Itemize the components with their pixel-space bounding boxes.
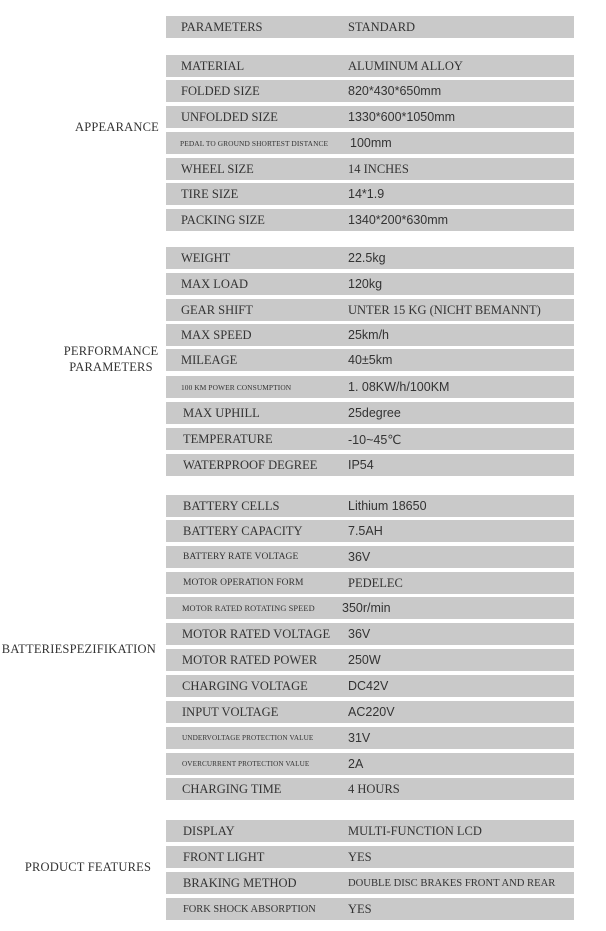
table-row	[166, 675, 574, 697]
row-key: UNFOLDED SIZE	[181, 109, 278, 124]
row-key: BATTERY CAPACITY	[183, 523, 303, 538]
table-row	[166, 846, 574, 868]
row-value: PEDELEC	[348, 575, 403, 590]
table-row	[166, 623, 574, 645]
row-key: BATTERY RATE VOLTAGE	[183, 552, 299, 562]
table-row	[166, 106, 574, 128]
section-label-text: PRODUCT FEATURES	[24, 860, 152, 874]
row-value: 14*1.9	[348, 187, 385, 201]
row-value: 250W	[348, 653, 381, 667]
table-row	[166, 597, 574, 619]
row-key: CHARGING VOLTAGE	[182, 678, 308, 693]
table-row	[166, 820, 574, 842]
table-row	[166, 572, 574, 594]
row-value: 1330*600*1050mm	[348, 110, 456, 124]
row-key: MOTOR RATED ROTATING SPEED	[182, 603, 315, 613]
row-key: TEMPERATURE	[183, 431, 273, 446]
row-value: 40±5km	[348, 353, 393, 367]
table-row	[166, 55, 574, 77]
section-label-performance	[58, 344, 164, 375]
table-row	[166, 898, 574, 920]
row-value: YES	[348, 901, 372, 916]
row-value: 36V	[348, 627, 371, 641]
table-row	[166, 299, 574, 321]
section-label-battery	[0, 642, 156, 658]
table-row	[166, 132, 574, 154]
row-key: MAX UPHILL	[183, 405, 260, 420]
row-key: TIRE SIZE	[181, 186, 239, 201]
row-key: MOTOR OPERATION FORM	[183, 578, 304, 588]
row-key: CHARGING TIME	[182, 781, 282, 796]
table-row	[166, 183, 574, 205]
row-key: FRONT LIGHT	[183, 849, 265, 864]
table-row	[166, 209, 574, 231]
table-row	[166, 349, 574, 371]
table-row	[166, 546, 574, 568]
table-row	[166, 495, 574, 517]
row-value: Lithium 18650	[348, 499, 427, 513]
table-row	[166, 520, 574, 542]
row-value: 4 HOURS	[348, 781, 400, 796]
row-value: 2A	[348, 757, 364, 771]
table-row	[166, 324, 574, 346]
row-key: BRAKING METHOD	[183, 875, 297, 890]
row-value: DOUBLE DISC BRAKES FRONT AND REAR	[348, 877, 556, 889]
table-header-row	[166, 16, 574, 38]
section-label-text: PERFORMANCE	[63, 344, 159, 358]
row-key: 100 KM POWER CONSUMPTION	[181, 382, 292, 392]
row-key: BATTERY CELLS	[183, 498, 280, 513]
row-value: 100mm	[350, 136, 392, 150]
row-value: MULTI-FUNCTION LCD	[348, 823, 482, 838]
row-key: PACKING SIZE	[181, 212, 265, 227]
section-label-features	[20, 860, 156, 876]
table-row	[166, 80, 574, 102]
row-value: 7.5AH	[348, 524, 383, 538]
row-value: 31V	[348, 731, 371, 745]
row-value: DC42V	[348, 679, 389, 693]
row-key: MILEAGE	[181, 352, 238, 367]
table-row	[166, 872, 574, 894]
table-row	[166, 727, 574, 749]
row-value: AC220V	[348, 705, 395, 719]
row-value: UNTER 15 KG (NICHT BEMANNT)	[348, 302, 541, 317]
row-value: ALUMINUM ALLOY	[348, 58, 463, 73]
row-value: 36V	[348, 550, 371, 564]
section-label-appearance	[72, 120, 162, 136]
row-value: 1. 08KW/h/100KM	[348, 380, 450, 394]
row-value: 820*430*650mm	[348, 84, 442, 98]
row-value: 1340*200*630mm	[348, 213, 449, 227]
row-value: YES	[348, 849, 372, 864]
header-key: PARAMETERS	[181, 19, 263, 34]
row-value: 14 INCHES	[348, 161, 409, 176]
row-key: INPUT VOLTAGE	[182, 704, 279, 719]
row-key: MOTOR RATED POWER	[182, 652, 318, 667]
table-row	[166, 158, 574, 180]
row-key: WEIGHT	[181, 250, 231, 265]
row-key: OVERCURRENT PROTECTION VALUE	[182, 760, 310, 768]
row-key: MOTOR RATED VOLTAGE	[182, 626, 331, 641]
row-value: -10~45℃	[348, 432, 402, 447]
header-value: STANDARD	[348, 19, 416, 34]
table-row	[166, 753, 574, 775]
table-row	[166, 454, 574, 476]
row-value: 350r/min	[342, 601, 391, 615]
table-row	[166, 701, 574, 723]
section-label-text: APPEARANCE	[75, 120, 159, 134]
row-key: MAX SPEED	[181, 327, 252, 342]
row-key: FORK SHOCK ABSORPTION	[183, 903, 316, 915]
table-row	[166, 428, 574, 450]
row-key: WHEEL SIZE	[181, 161, 254, 176]
row-value: 22.5kg	[348, 251, 386, 265]
row-key: FOLDED SIZE	[181, 83, 260, 98]
table-row	[166, 402, 574, 424]
row-key: GEAR SHIFT	[181, 302, 253, 317]
row-key: MATERIAL	[181, 58, 245, 73]
table-row	[166, 778, 574, 800]
row-value: 25degree	[348, 406, 401, 420]
table-row	[166, 273, 574, 295]
row-key: WATERPROOF DEGREE	[183, 457, 318, 472]
row-key: UNDERVOLTAGE PROTECTION VALUE	[182, 734, 314, 742]
row-key: MAX LOAD	[181, 276, 249, 291]
table-row	[166, 247, 574, 269]
table-row	[166, 649, 574, 671]
row-key: PEDAL TO GROUND SHORTEST DISTANCE	[180, 138, 329, 148]
section-label-text: BATTERIESPEZIFIKATION	[1, 642, 156, 656]
row-value: 25km/h	[348, 328, 389, 342]
table-row	[166, 376, 574, 398]
row-key: DISPLAY	[183, 823, 235, 838]
row-value: 120kg	[348, 277, 383, 291]
row-value: IP54	[348, 458, 374, 472]
section-label-text: PARAMETERS	[69, 359, 153, 374]
